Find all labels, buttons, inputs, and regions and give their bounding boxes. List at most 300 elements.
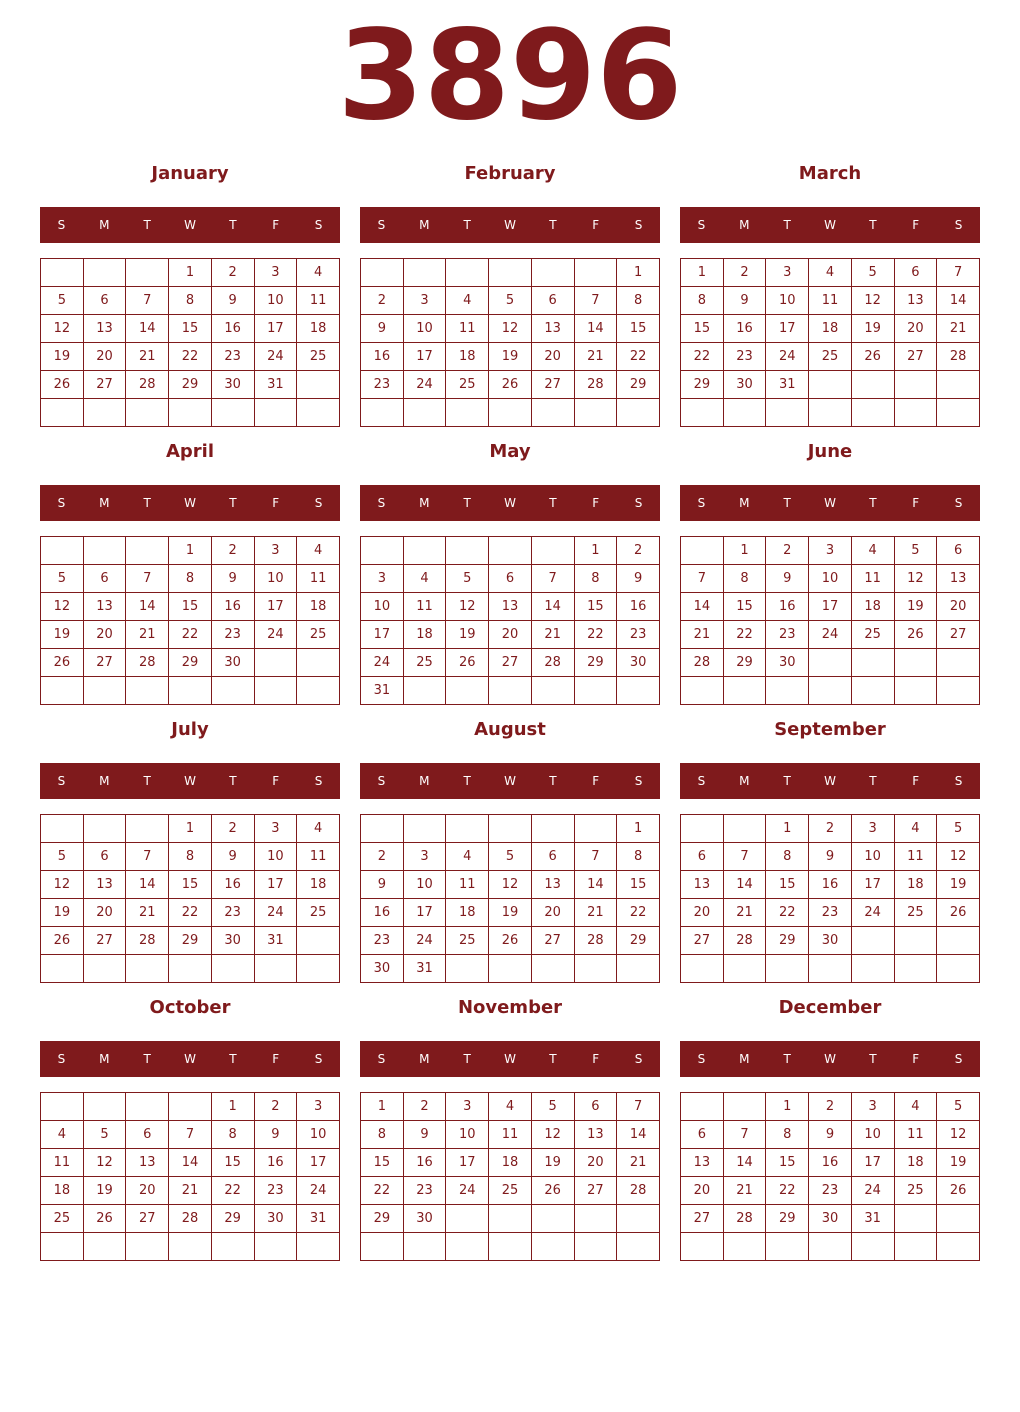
day-cell: 14	[169, 1149, 212, 1177]
day-cell: 25	[41, 1205, 84, 1233]
weekday-label: M	[739, 1052, 750, 1066]
day-cell: 30	[211, 927, 254, 955]
day-cell: 3	[851, 815, 894, 843]
day-cell	[211, 955, 254, 983]
day-cell	[211, 1233, 254, 1261]
day-cell: 18	[41, 1177, 84, 1205]
day-cell	[41, 677, 84, 705]
month-name: February	[464, 163, 556, 184]
day-cell: 6	[126, 1121, 169, 1149]
day-cell	[126, 1233, 169, 1261]
day-cell: 23	[766, 621, 809, 649]
day-cell: 12	[894, 565, 937, 593]
week-row	[681, 371, 980, 399]
day-cell: 8	[574, 565, 617, 593]
day-cell: 25	[809, 343, 852, 371]
day-cell: 8	[723, 565, 766, 593]
day-cell: 23	[361, 927, 404, 955]
weekday-label: W	[184, 218, 196, 232]
day-cell: 28	[574, 927, 617, 955]
day-grid	[40, 258, 340, 427]
weekday-label: W	[824, 774, 836, 788]
week-row	[681, 565, 980, 593]
day-cell: 23	[211, 899, 254, 927]
day-cell	[851, 371, 894, 399]
day-cell	[851, 927, 894, 955]
day-cell: 27	[937, 621, 980, 649]
day-cell	[894, 927, 937, 955]
day-cell: 2	[211, 815, 254, 843]
weekday-label: T	[143, 218, 151, 232]
day-cell: 3	[766, 259, 809, 287]
week-row	[41, 1149, 340, 1177]
day-cell: 20	[83, 343, 126, 371]
day-cell: 20	[574, 1149, 617, 1177]
weekday-label: T	[143, 1052, 151, 1066]
day-cell: 4	[446, 287, 489, 315]
weekday-label: W	[824, 218, 836, 232]
day-cell: 4	[489, 1093, 532, 1121]
day-cell	[851, 649, 894, 677]
weekday-label: T	[549, 218, 557, 232]
weekday-label: W	[184, 1052, 196, 1066]
weekday-label: M	[419, 496, 430, 510]
day-cell: 9	[361, 315, 404, 343]
day-cell	[297, 927, 340, 955]
weekday-label: M	[99, 496, 110, 510]
day-cell: 24	[254, 899, 297, 927]
day-cell	[126, 955, 169, 983]
day-cell	[574, 259, 617, 287]
day-cell: 30	[211, 649, 254, 677]
weekday-label: S	[57, 496, 66, 510]
day-cell	[41, 259, 84, 287]
day-cell: 14	[937, 287, 980, 315]
day-cell: 5	[446, 565, 489, 593]
day-cell: 27	[531, 371, 574, 399]
day-cell	[809, 399, 852, 427]
day-cell: 20	[681, 1177, 724, 1205]
day-cell: 20	[489, 621, 532, 649]
day-cell	[894, 649, 937, 677]
weekday-label: S	[697, 1052, 706, 1066]
day-cell: 22	[681, 343, 724, 371]
day-cell: 24	[254, 621, 297, 649]
day-cell: 1	[723, 537, 766, 565]
day-cell: 23	[254, 1177, 297, 1205]
day-cell: 8	[766, 843, 809, 871]
weekday-label: T	[783, 218, 791, 232]
weekday-header	[360, 207, 660, 243]
day-cell: 14	[723, 871, 766, 899]
day-cell: 25	[297, 621, 340, 649]
day-cell: 1	[169, 259, 212, 287]
day-cell: 10	[851, 843, 894, 871]
weekday-header	[680, 485, 980, 521]
day-cell: 19	[937, 871, 980, 899]
day-grid	[40, 536, 340, 705]
day-cell	[617, 1205, 660, 1233]
day-grid	[360, 258, 660, 427]
weekday-header	[360, 763, 660, 799]
week-row	[681, 899, 980, 927]
day-cell: 24	[851, 899, 894, 927]
day-cell	[41, 537, 84, 565]
day-cell: 19	[851, 315, 894, 343]
day-cell: 8	[617, 843, 660, 871]
week-row	[361, 1177, 660, 1205]
day-cell: 7	[126, 287, 169, 315]
day-cell: 12	[41, 871, 84, 899]
weekday-label: M	[419, 774, 430, 788]
day-cell: 10	[766, 287, 809, 315]
day-cell: 18	[297, 593, 340, 621]
weekday-header	[40, 485, 340, 521]
day-cell: 1	[169, 815, 212, 843]
day-cell: 27	[83, 927, 126, 955]
day-cell: 13	[531, 871, 574, 899]
day-cell	[297, 955, 340, 983]
day-cell: 15	[169, 593, 212, 621]
week-row	[361, 259, 660, 287]
week-row	[681, 315, 980, 343]
day-cell: 10	[254, 565, 297, 593]
weekday-label: F	[592, 774, 600, 788]
weekday-header	[40, 763, 340, 799]
day-cell: 27	[126, 1205, 169, 1233]
day-cell: 2	[361, 287, 404, 315]
day-cell: 14	[723, 1149, 766, 1177]
week-row	[681, 537, 980, 565]
day-cell: 11	[894, 1121, 937, 1149]
weekday-label: S	[314, 774, 323, 788]
day-cell: 18	[297, 315, 340, 343]
day-cell: 15	[169, 315, 212, 343]
day-cell: 21	[574, 343, 617, 371]
day-cell	[617, 955, 660, 983]
day-cell: 4	[851, 537, 894, 565]
day-cell: 7	[574, 287, 617, 315]
month-name: January	[151, 163, 229, 184]
day-cell: 21	[126, 343, 169, 371]
week-row	[361, 871, 660, 899]
day-cell: 26	[41, 927, 84, 955]
day-cell: 16	[766, 593, 809, 621]
day-cell: 26	[83, 1205, 126, 1233]
weekday-label: F	[592, 1052, 600, 1066]
day-cell: 7	[723, 1121, 766, 1149]
day-cell: 10	[403, 871, 446, 899]
day-cell: 29	[169, 649, 212, 677]
weekday-label: T	[783, 1052, 791, 1066]
day-cell: 9	[809, 1121, 852, 1149]
day-cell	[766, 955, 809, 983]
week-row	[41, 815, 340, 843]
day-cell: 28	[723, 1205, 766, 1233]
day-cell: 28	[126, 649, 169, 677]
day-cell: 3	[446, 1093, 489, 1121]
day-cell: 14	[126, 871, 169, 899]
day-cell: 9	[723, 287, 766, 315]
week-row	[41, 399, 340, 427]
day-grid	[680, 258, 980, 427]
day-cell	[83, 399, 126, 427]
day-cell: 24	[851, 1177, 894, 1205]
day-cell	[489, 399, 532, 427]
weekday-label: S	[697, 496, 706, 510]
day-cell: 12	[937, 1121, 980, 1149]
weekday-label: M	[99, 218, 110, 232]
day-cell: 4	[809, 259, 852, 287]
weekday-label: T	[463, 1052, 471, 1066]
week-row	[361, 1121, 660, 1149]
day-cell: 3	[403, 843, 446, 871]
day-cell	[851, 1233, 894, 1261]
day-cell: 18	[851, 593, 894, 621]
day-cell: 30	[723, 371, 766, 399]
day-cell: 16	[254, 1149, 297, 1177]
day-cell: 23	[723, 343, 766, 371]
day-cell	[254, 955, 297, 983]
weekday-label: M	[739, 496, 750, 510]
day-cell: 6	[83, 565, 126, 593]
week-row	[41, 899, 340, 927]
month-name: April	[165, 441, 215, 462]
day-cell: 21	[723, 899, 766, 927]
day-cell	[126, 1093, 169, 1121]
day-cell: 6	[531, 843, 574, 871]
day-cell: 21	[169, 1177, 212, 1205]
day-cell	[531, 259, 574, 287]
month-name: May	[489, 441, 531, 462]
week-row	[41, 537, 340, 565]
day-cell: 17	[254, 871, 297, 899]
day-cell	[83, 815, 126, 843]
weekday-label: S	[377, 218, 386, 232]
day-cell	[937, 649, 980, 677]
day-cell: 23	[809, 899, 852, 927]
week-row	[361, 315, 660, 343]
day-cell	[681, 537, 724, 565]
day-cell: 11	[297, 287, 340, 315]
day-cell: 28	[169, 1205, 212, 1233]
week-row	[681, 871, 980, 899]
day-cell	[446, 399, 489, 427]
day-cell: 9	[361, 871, 404, 899]
day-cell: 13	[681, 1149, 724, 1177]
month-name: September	[774, 719, 886, 740]
week-row	[361, 1233, 660, 1261]
day-cell	[403, 537, 446, 565]
day-cell: 7	[723, 843, 766, 871]
day-cell: 22	[617, 899, 660, 927]
weekday-header	[40, 1041, 340, 1077]
day-cell	[809, 955, 852, 983]
day-cell: 30	[361, 955, 404, 983]
day-cell	[574, 1233, 617, 1261]
day-cell	[211, 677, 254, 705]
day-cell: 11	[446, 315, 489, 343]
day-cell	[169, 955, 212, 983]
day-cell: 17	[403, 343, 446, 371]
day-cell: 30	[809, 927, 852, 955]
day-cell	[126, 399, 169, 427]
weekday-label: T	[229, 1052, 237, 1066]
day-cell: 23	[211, 621, 254, 649]
day-cell	[723, 1233, 766, 1261]
day-cell: 11	[851, 565, 894, 593]
day-cell: 10	[297, 1121, 340, 1149]
day-cell: 1	[211, 1093, 254, 1121]
day-cell: 19	[531, 1149, 574, 1177]
day-cell: 13	[681, 871, 724, 899]
week-row	[681, 1093, 980, 1121]
week-row	[361, 399, 660, 427]
weekday-label: F	[912, 774, 920, 788]
day-grid	[40, 1092, 340, 1261]
day-cell	[297, 399, 340, 427]
day-cell: 27	[574, 1177, 617, 1205]
day-cell: 26	[937, 899, 980, 927]
day-cell	[41, 399, 84, 427]
day-cell	[41, 815, 84, 843]
day-cell	[894, 955, 937, 983]
day-cell: 24	[403, 371, 446, 399]
day-cell	[403, 259, 446, 287]
day-cell: 29	[617, 927, 660, 955]
day-cell: 26	[894, 621, 937, 649]
day-cell	[766, 677, 809, 705]
day-grid	[360, 814, 660, 983]
day-cell: 6	[531, 287, 574, 315]
day-cell	[169, 677, 212, 705]
day-cell: 20	[531, 899, 574, 927]
day-cell: 2	[766, 537, 809, 565]
day-cell: 17	[361, 621, 404, 649]
day-cell: 17	[851, 871, 894, 899]
weekday-label: T	[869, 496, 877, 510]
day-cell: 21	[126, 621, 169, 649]
day-cell	[851, 677, 894, 705]
day-cell	[681, 1233, 724, 1261]
weekday-label: W	[184, 774, 196, 788]
day-cell: 2	[809, 815, 852, 843]
weekday-label: T	[229, 218, 237, 232]
weekday-label: F	[272, 496, 280, 510]
day-cell: 16	[361, 343, 404, 371]
day-cell: 4	[894, 815, 937, 843]
week-row	[361, 371, 660, 399]
day-cell: 7	[617, 1093, 660, 1121]
day-cell: 2	[723, 259, 766, 287]
weekday-label: S	[314, 218, 323, 232]
day-cell	[446, 1233, 489, 1261]
day-cell: 1	[681, 259, 724, 287]
day-cell: 19	[894, 593, 937, 621]
weekday-label: F	[912, 1052, 920, 1066]
day-cell: 17	[297, 1149, 340, 1177]
day-cell: 29	[766, 1205, 809, 1233]
weekday-header	[360, 485, 660, 521]
week-row	[361, 287, 660, 315]
day-cell	[83, 1093, 126, 1121]
day-cell: 24	[809, 621, 852, 649]
weekday-label: S	[634, 218, 643, 232]
day-cell: 5	[41, 565, 84, 593]
day-cell: 18	[446, 343, 489, 371]
week-row	[361, 621, 660, 649]
day-cell	[894, 371, 937, 399]
week-row	[41, 843, 340, 871]
weekday-label: S	[314, 496, 323, 510]
day-cell: 21	[681, 621, 724, 649]
day-cell: 10	[851, 1121, 894, 1149]
weekday-label: M	[419, 218, 430, 232]
weekday-label: S	[377, 496, 386, 510]
day-cell	[126, 537, 169, 565]
weekday-label: S	[634, 496, 643, 510]
day-grid	[360, 536, 660, 705]
day-cell	[937, 399, 980, 427]
day-cell: 29	[211, 1205, 254, 1233]
day-cell: 26	[531, 1177, 574, 1205]
weekday-label: T	[143, 774, 151, 788]
day-cell: 13	[489, 593, 532, 621]
year-title: 3896	[337, 4, 683, 148]
week-row	[41, 621, 340, 649]
day-cell: 2	[361, 843, 404, 871]
day-cell: 24	[297, 1177, 340, 1205]
day-cell	[723, 815, 766, 843]
day-cell: 24	[446, 1177, 489, 1205]
day-cell: 18	[894, 1149, 937, 1177]
day-cell	[723, 677, 766, 705]
day-cell	[574, 1205, 617, 1233]
week-row	[41, 927, 340, 955]
weekday-label: F	[272, 774, 280, 788]
day-cell	[446, 1205, 489, 1233]
day-cell: 8	[361, 1121, 404, 1149]
day-cell: 1	[766, 1093, 809, 1121]
weekday-label: S	[314, 1052, 323, 1066]
day-cell: 15	[169, 871, 212, 899]
day-cell	[894, 1205, 937, 1233]
day-cell: 12	[531, 1121, 574, 1149]
day-cell	[361, 537, 404, 565]
day-cell: 22	[211, 1177, 254, 1205]
day-cell: 1	[617, 259, 660, 287]
day-cell: 16	[617, 593, 660, 621]
week-row	[41, 593, 340, 621]
day-cell: 1	[617, 815, 660, 843]
day-cell: 10	[403, 315, 446, 343]
day-cell: 4	[894, 1093, 937, 1121]
day-cell: 13	[83, 871, 126, 899]
weekday-label: W	[504, 1052, 516, 1066]
day-cell: 22	[766, 899, 809, 927]
month-name: August	[474, 719, 546, 740]
day-cell: 31	[361, 677, 404, 705]
weekday-header	[360, 1041, 660, 1077]
day-cell	[723, 399, 766, 427]
day-cell	[489, 955, 532, 983]
day-cell	[169, 1233, 212, 1261]
day-cell: 14	[681, 593, 724, 621]
day-cell: 28	[574, 371, 617, 399]
weekday-label: W	[504, 496, 516, 510]
day-cell	[297, 649, 340, 677]
day-cell	[126, 677, 169, 705]
